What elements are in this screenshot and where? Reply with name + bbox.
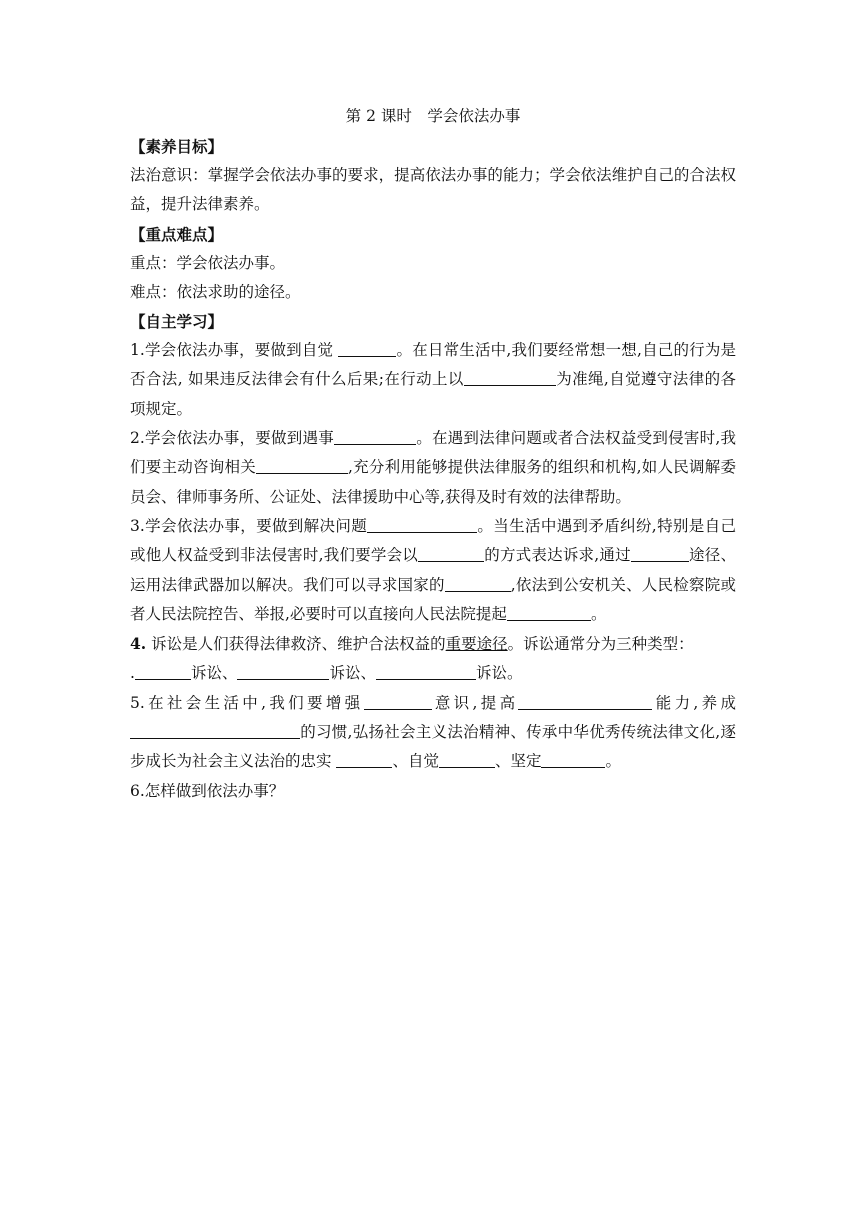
question-5	[130, 689, 736, 777]
q2-text-b: 。在遇到法律问题或者合法权益受到侵害时,我们要主动咨询相关	[130, 429, 736, 477]
q1-text-b: 。在日常生活中,我们要经常想一想,自己的行为是否合法, 如果违反法律会有什么后果;在行动上以	[130, 341, 737, 389]
q2-blank-1[interactable]	[334, 428, 416, 445]
question-4	[130, 629, 736, 689]
key-difficult-heading: 【重点难点】	[130, 224, 224, 244]
q3-text-f: 。	[590, 604, 607, 623]
q3-text-a: 3.学会依法办事，要做到解决问题	[130, 516, 368, 535]
q4-number: 4.	[130, 634, 147, 654]
q5-text-c: 能力,养成	[652, 693, 736, 712]
q3-blank-5[interactable]	[507, 604, 591, 621]
q5-blank-2[interactable]	[518, 693, 652, 710]
q4-lit-1: 诉讼、	[190, 664, 238, 683]
q4-text-a: 诉讼是人们获得法律救济、维护合法权益的	[146, 635, 446, 654]
q4-dot: .	[130, 664, 135, 683]
q3-text-c: 的方式表达诉求,通过	[484, 546, 631, 565]
q3-blank-4[interactable]	[445, 575, 511, 592]
q5-blank-5[interactable]	[439, 751, 495, 768]
q4-lit-3: 诉讼。	[475, 664, 523, 683]
q5-blank-1[interactable]	[364, 693, 432, 710]
q2-text-c: ,充分利用能够提供法律服务的组织和机构,如人民调解委员会、律师事务所、公证处、法律援助中心等,获得及时有效的法律帮助。	[130, 458, 736, 506]
q1-blank-1[interactable]	[338, 340, 396, 357]
question-1	[130, 336, 736, 424]
q4-lit-2: 诉讼、	[329, 664, 376, 683]
q5-blank-6[interactable]	[541, 751, 605, 768]
goals-text: 法治意识：掌握学会依法办事的要求，提高依法办事的能力；学会依法维护自己的合法权益，提升法律素养。	[130, 166, 736, 214]
goals-heading: 【素养目标】	[130, 137, 224, 156]
q5-blank-3[interactable]	[130, 722, 300, 739]
q1-text-c: 为准绳,自觉遵守法律的各项规定。	[130, 370, 736, 418]
q2-blank-2[interactable]	[256, 457, 348, 474]
q3-text-b: 。当生活中遇到矛盾纠纷,特别是自己或他人权益受到非法侵害时,我们要学会以	[130, 516, 736, 565]
q5-text-g: 。	[605, 752, 621, 771]
q3-blank-2[interactable]	[418, 545, 484, 562]
q1-blank-2[interactable]	[464, 369, 556, 386]
q2-text-a: 2.学会依法办事，要做到遇事	[130, 429, 334, 448]
question-2	[130, 424, 736, 512]
q3-blank-3[interactable]	[631, 545, 689, 562]
question-6: 6.怎样做到依法办事？	[130, 781, 285, 800]
q5-text-e: 、自觉	[392, 752, 439, 771]
q1-text-a: 1.学会依法办事，要做到自觉	[130, 341, 339, 360]
q3-text-e: ,依法到公安机关、人民检察院或者人民法院控告、举报,必要时可以直接向人民法院提起	[130, 575, 736, 623]
q5-text-d: 的习惯,弘扬社会主义法治精神、传承中华优秀传统法律文化,逐步成长为社会主义法治的忠实	[130, 723, 736, 771]
q4-blank-3[interactable]	[376, 663, 476, 680]
worksheet-page	[130, 102, 736, 806]
q4-blank-1[interactable]	[135, 663, 191, 680]
q5-text-a: 5.在社会生活中,我们要增强	[130, 693, 364, 712]
q4-underlined-term: 重要途径	[445, 635, 508, 654]
q3-blank-1[interactable]	[367, 516, 477, 533]
difficult-point: 难点：依法求助的途径。	[130, 282, 301, 301]
q5-blank-4[interactable]	[336, 751, 392, 768]
q3-text-d: 途径、运用法律武器加以解决。我们可以寻求国家的	[130, 546, 736, 594]
key-point: 重点：学会依法办事。	[130, 253, 286, 272]
question-3	[130, 512, 736, 629]
page-title: 第 2 课时 学会依法办事	[345, 107, 521, 125]
q5-text-f: 、坚定	[494, 752, 542, 771]
q5-text-b: 意识,提高	[431, 693, 519, 712]
self-study-heading: 【自主学习】	[130, 312, 224, 332]
q4-text-b: 。诉讼通常分为三种类型：	[507, 635, 694, 654]
q4-blank-2[interactable]	[237, 663, 329, 680]
